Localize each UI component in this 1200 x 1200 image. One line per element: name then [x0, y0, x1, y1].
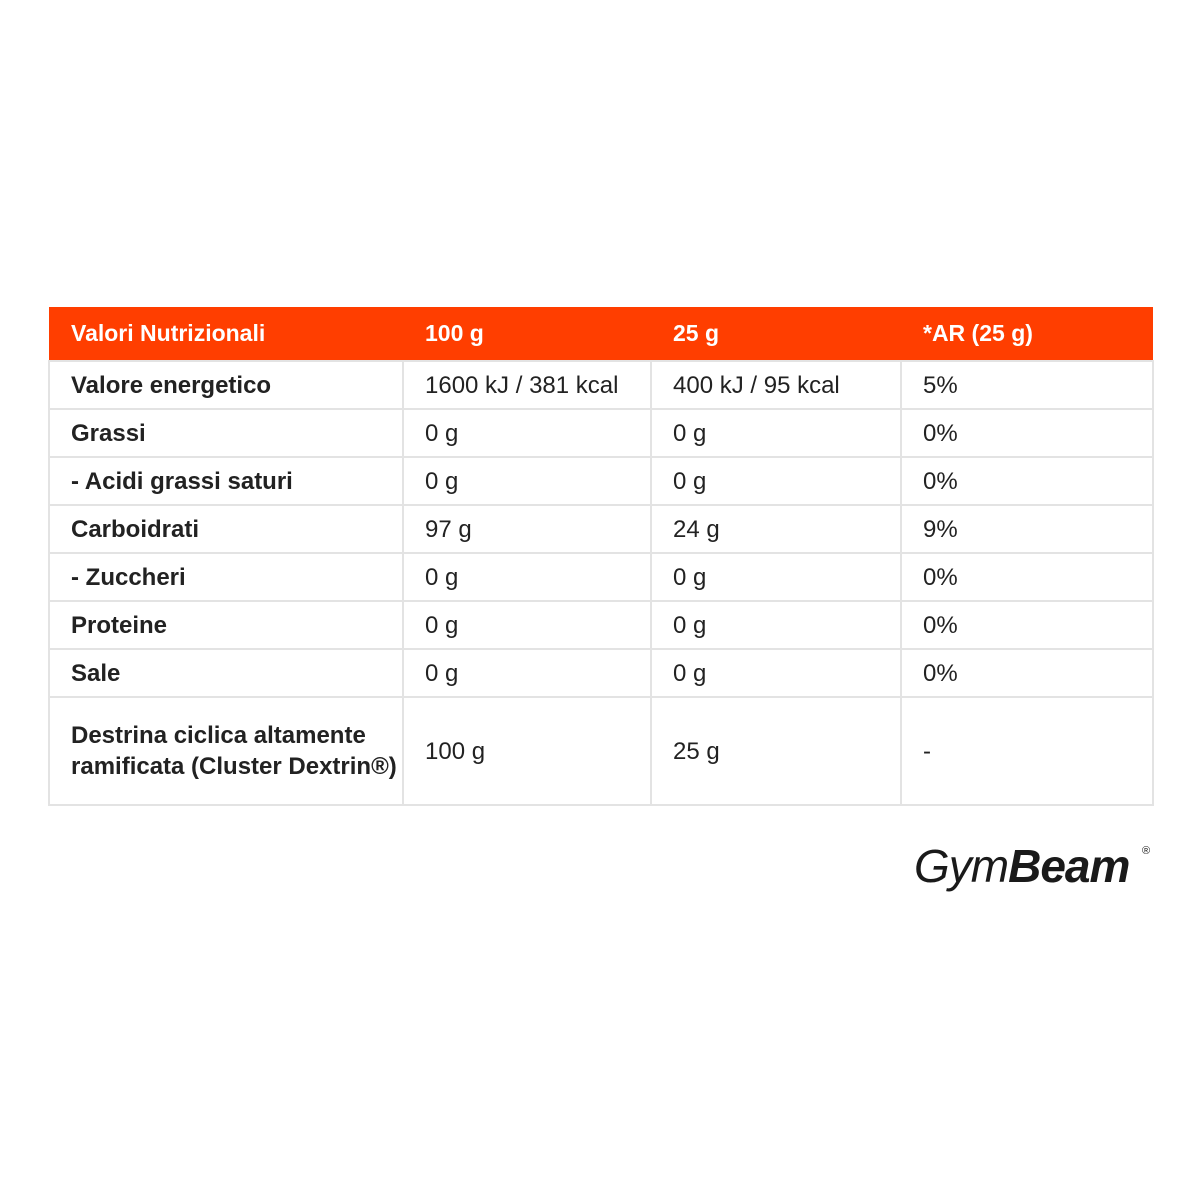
row-per-25g: 0 g: [651, 409, 901, 457]
table-row: [49, 697, 1153, 805]
row-reference-intake: 0%: [901, 409, 1153, 457]
header-row: [49, 307, 1153, 361]
header-per-100g: 100 g: [403, 307, 651, 361]
row-reference-intake: 0%: [901, 457, 1153, 505]
table-row: [49, 553, 1153, 601]
header-nutrient: Valori Nutrizionali: [49, 307, 403, 361]
row-label: Valore energetico: [49, 361, 403, 409]
row-per-25g: 400 kJ / 95 kcal: [651, 361, 901, 409]
header-reference-intake: *AR (25 g): [901, 307, 1153, 361]
row-per-25g: 0 g: [651, 601, 901, 649]
nutrition-table-wrapper: [48, 307, 1152, 806]
table-row: [49, 457, 1153, 505]
row-label: Proteine: [49, 601, 403, 649]
row-reference-intake: 0%: [901, 649, 1153, 697]
table-row: [49, 505, 1153, 553]
row-label: Grassi: [49, 409, 403, 457]
row-reference-intake: 5%: [901, 361, 1153, 409]
row-label: Sale: [49, 649, 403, 697]
row-label: Carboidrati: [49, 505, 403, 553]
row-per-100g: 100 g: [403, 697, 651, 805]
table-row: [49, 361, 1153, 409]
row-per-100g: 0 g: [403, 649, 651, 697]
row-per-25g: 0 g: [651, 553, 901, 601]
table-row: [49, 649, 1153, 697]
row-per-25g: 0 g: [651, 457, 901, 505]
row-per-25g: 25 g: [651, 697, 901, 805]
row-label: - Zuccheri: [49, 553, 403, 601]
row-reference-intake: -: [901, 697, 1153, 805]
svg-text:GymBeam: [914, 840, 1129, 892]
logo-registered-mark: ®: [1142, 845, 1151, 857]
row-per-100g: 0 g: [403, 409, 651, 457]
table-row: [49, 601, 1153, 649]
row-per-100g: 0 g: [403, 553, 651, 601]
logo-text-bold: Beam: [1008, 840, 1130, 892]
row-label: Destrina ciclica altamente ramificata (Cluster Dextrin®): [49, 697, 403, 805]
row-reference-intake: 0%: [901, 601, 1153, 649]
table-body: [49, 361, 1153, 805]
row-reference-intake: 9%: [901, 505, 1153, 553]
row-per-100g: 97 g: [403, 505, 651, 553]
row-reference-intake: 0%: [901, 553, 1153, 601]
nutrition-table: [48, 307, 1154, 806]
gymbeam-logo: [914, 838, 1154, 898]
table-header: [49, 307, 1153, 361]
row-per-100g: 1600 kJ / 381 kcal: [403, 361, 651, 409]
row-per-100g: 0 g: [403, 457, 651, 505]
row-per-100g: 0 g: [403, 601, 651, 649]
logo-text-light: Gym: [914, 840, 1009, 892]
row-label: - Acidi grassi saturi: [49, 457, 403, 505]
row-per-25g: 0 g: [651, 649, 901, 697]
row-per-25g: 24 g: [651, 505, 901, 553]
header-per-25g: 25 g: [651, 307, 901, 361]
table-row: [49, 409, 1153, 457]
